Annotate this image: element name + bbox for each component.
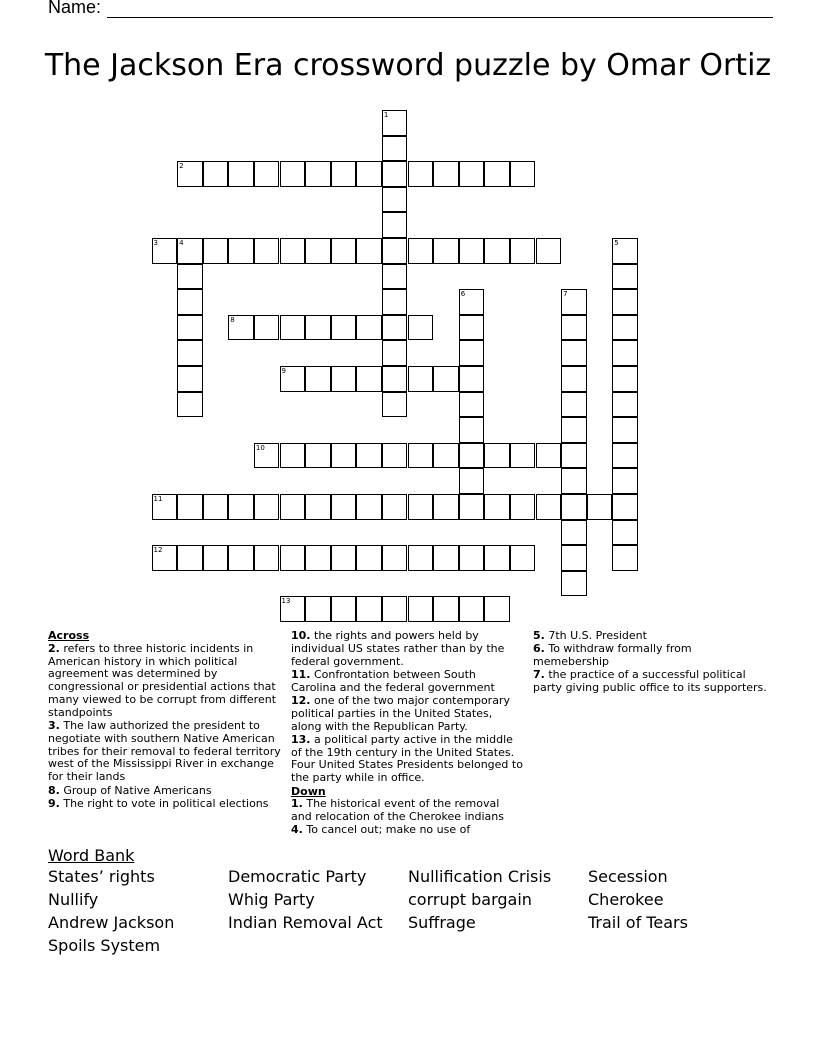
- clue-across-10: 10. the rights and powers held by individual US states rather than by the federal government.: [291, 629, 505, 668]
- clues-column-1: [48, 630, 284, 811]
- grid-cell[interactable]: [484, 238, 510, 264]
- grid-cell[interactable]: [459, 468, 485, 494]
- grid-cell[interactable]: [177, 315, 203, 341]
- grid-cell[interactable]: [305, 443, 331, 469]
- grid-cell[interactable]: [612, 443, 638, 469]
- grid-cell[interactable]: [459, 366, 485, 392]
- grid-cell[interactable]: [382, 443, 408, 469]
- grid-cell[interactable]: [177, 289, 203, 315]
- grid-cell[interactable]: [254, 315, 280, 341]
- word-bank-item: Democratic Party: [228, 867, 367, 886]
- word-bank-heading: Word Bank: [48, 846, 135, 865]
- grid-cell[interactable]: [459, 545, 485, 571]
- grid-cell[interactable]: [612, 392, 638, 418]
- grid-cell[interactable]: [356, 494, 382, 520]
- grid-cell[interactable]: [408, 238, 434, 264]
- grid-cell[interactable]: [510, 545, 536, 571]
- grid-cell[interactable]: [382, 596, 408, 622]
- grid-cell[interactable]: [228, 494, 254, 520]
- grid-cell[interactable]: [408, 494, 434, 520]
- word-bank-item: Indian Removal Act: [228, 913, 383, 932]
- clue-number: 9: [281, 367, 286, 375]
- grid-cell[interactable]: [280, 443, 306, 469]
- grid-cell[interactable]: [382, 264, 408, 290]
- grid-cell[interactable]: [382, 494, 408, 520]
- grid-cell[interactable]: [254, 443, 280, 469]
- grid-cell[interactable]: [561, 520, 587, 546]
- grid-cell[interactable]: [177, 238, 203, 264]
- grid-cell[interactable]: [331, 161, 357, 187]
- grid-cell[interactable]: [177, 264, 203, 290]
- clue-down-5: 5. 7th U.S. President: [533, 629, 647, 642]
- grid-cell[interactable]: [459, 494, 485, 520]
- grid-cell[interactable]: [382, 161, 408, 187]
- grid-cell[interactable]: [305, 545, 331, 571]
- grid-cell[interactable]: [612, 417, 638, 443]
- grid-cell[interactable]: [177, 494, 203, 520]
- grid-cell[interactable]: [561, 443, 587, 469]
- grid-cell[interactable]: [177, 161, 203, 187]
- clue-down-1: 1. The historical event of the removal and relocation of the Cherokee indians: [291, 797, 504, 824]
- grid-cell[interactable]: [484, 545, 510, 571]
- grid-cell[interactable]: [561, 392, 587, 418]
- grid-cell[interactable]: [280, 596, 306, 622]
- grid-cell[interactable]: [510, 238, 536, 264]
- grid-cell[interactable]: [459, 596, 485, 622]
- grid-cell[interactable]: [561, 468, 587, 494]
- clue-down-6: 6. To withdraw formally from memebership: [533, 642, 692, 669]
- grid-cell[interactable]: [254, 494, 280, 520]
- grid-cell[interactable]: [459, 289, 485, 315]
- clue-number: 8: [230, 315, 235, 324]
- grid-cell[interactable]: [356, 315, 382, 341]
- clue-number: 7: [563, 290, 568, 299]
- grid-cell[interactable]: [408, 596, 434, 622]
- clue-number: 6: [460, 290, 466, 299]
- grid-cell[interactable]: [203, 545, 229, 571]
- grid-cell[interactable]: [382, 315, 408, 341]
- word-bank-item: Suffrage: [408, 913, 476, 932]
- grid-cell[interactable]: [612, 494, 638, 520]
- grid-cell[interactable]: [305, 238, 331, 264]
- grid-cell[interactable]: [305, 161, 331, 187]
- grid-cell[interactable]: [280, 366, 306, 392]
- grid-cell[interactable]: [177, 545, 203, 571]
- clue-number: 4: [179, 239, 184, 247]
- grid-cell[interactable]: [203, 161, 229, 187]
- grid-cell[interactable]: [408, 545, 434, 571]
- grid-cell[interactable]: [331, 366, 357, 392]
- grid-cell[interactable]: [536, 494, 562, 520]
- clue-number: 12: [153, 546, 163, 555]
- clue-number: 10: [255, 443, 265, 452]
- grid-cell[interactable]: [536, 443, 562, 469]
- grid-cell[interactable]: [382, 340, 408, 366]
- grid-cell[interactable]: [177, 340, 203, 366]
- grid-cell[interactable]: [561, 340, 587, 366]
- grid-cell[interactable]: [561, 545, 587, 571]
- grid-cell[interactable]: [331, 494, 357, 520]
- grid-cell[interactable]: [331, 238, 357, 264]
- grid-cell[interactable]: [331, 443, 357, 469]
- grid-cell[interactable]: [459, 315, 485, 341]
- grid-cell[interactable]: [587, 494, 613, 520]
- grid-cell[interactable]: [203, 494, 229, 520]
- clue-number: 1: [383, 111, 389, 119]
- grid-cell[interactable]: [203, 238, 229, 264]
- word-bank: [48, 867, 768, 956]
- grid-cell[interactable]: [612, 289, 638, 315]
- grid-cell[interactable]: [382, 212, 408, 238]
- grid-cell[interactable]: [280, 545, 306, 571]
- grid-cell[interactable]: [331, 596, 357, 622]
- clue-across-11: 11. Confrontation between South Carolina and the federal government: [291, 667, 495, 694]
- grid-cell[interactable]: [561, 366, 587, 392]
- grid-cell[interactable]: [459, 161, 485, 187]
- grid-cell[interactable]: [356, 443, 382, 469]
- grid-cell[interactable]: [382, 187, 408, 213]
- grid-cell[interactable]: [382, 366, 408, 392]
- clue-across-9: 9. The right to vote in political elections: [48, 796, 269, 810]
- grid-cell[interactable]: [459, 417, 485, 443]
- grid-cell[interactable]: [433, 596, 459, 622]
- grid-cell[interactable]: [356, 596, 382, 622]
- grid-cell[interactable]: [254, 545, 280, 571]
- grid-cell[interactable]: [356, 366, 382, 392]
- grid-cell[interactable]: [510, 443, 536, 469]
- grid-cell[interactable]: [408, 161, 434, 187]
- grid-cell[interactable]: [280, 315, 306, 341]
- clue-number: 5: [614, 239, 619, 247]
- grid-cell[interactable]: [305, 315, 331, 341]
- clue-number: 13: [281, 597, 291, 606]
- word-bank-item: Spoils System: [48, 936, 161, 955]
- grid-cell[interactable]: [305, 596, 331, 622]
- grid-cell[interactable]: [612, 238, 638, 264]
- clue-across-8: 8. Group of Native Americans: [48, 783, 212, 797]
- clue-across-3: 3. The law authorized the president to negotiate with southern Native American tribes for their removal to federal territory west of the Mississippi River in exchange for their lands: [48, 719, 281, 784]
- grid-cell[interactable]: [382, 110, 408, 136]
- grid-cell[interactable]: [484, 161, 510, 187]
- clue-down-4: 4. To cancel out; make no use of: [291, 823, 471, 837]
- grid-cell[interactable]: [459, 238, 485, 264]
- grid-cell[interactable]: [228, 161, 254, 187]
- word-bank-item: States’ rights: [48, 867, 155, 886]
- word-bank-item: Secession: [588, 867, 668, 886]
- grid-cell[interactable]: [459, 392, 485, 418]
- clues-column-3: [533, 630, 769, 695]
- grid-cell[interactable]: [228, 315, 254, 341]
- grid-cell[interactable]: [612, 264, 638, 290]
- grid-cell[interactable]: [484, 494, 510, 520]
- grid-cell[interactable]: [152, 238, 178, 264]
- grid-cell[interactable]: [536, 238, 562, 264]
- grid-cell[interactable]: [356, 161, 382, 187]
- grid-cell[interactable]: [612, 366, 638, 392]
- grid-cell[interactable]: [382, 545, 408, 571]
- grid-cell[interactable]: [433, 238, 459, 264]
- grid-cell[interactable]: [484, 596, 510, 622]
- grid-cell[interactable]: [612, 520, 638, 546]
- grid-cell[interactable]: [177, 366, 203, 392]
- clues-column-2: [291, 630, 523, 838]
- grid-cell[interactable]: [612, 315, 638, 341]
- grid-cell[interactable]: [510, 161, 536, 187]
- word-bank-item: Andrew Jackson: [48, 913, 175, 932]
- word-bank-item: Nullify: [48, 890, 99, 909]
- clue-across-12: 12. one of the two major contemporary political parties in the United States, along with the Republican Party.: [291, 693, 510, 733]
- clue-number: 11: [153, 495, 163, 503]
- clue-across-13: 13. a political party active in the middle of the 19th century in the United States. Four United States Presidents belonged to the party while in office.: [291, 732, 523, 785]
- grid-cell[interactable]: [305, 494, 331, 520]
- clue-down-7: 7. the practice of a successful political party giving public office to its supporters.: [533, 668, 767, 695]
- grid-cell[interactable]: [561, 571, 587, 597]
- grid-cell[interactable]: [561, 315, 587, 341]
- grid-cell[interactable]: [280, 161, 306, 187]
- clue-across-2: 2. refers to three historic incidents in American history in which political agreement was determined by congressional or presidential actions that many viewed to be corrupt from different standpoints: [48, 641, 277, 719]
- clue-number: 3: [153, 239, 158, 247]
- grid-cell[interactable]: [433, 366, 459, 392]
- grid-cell[interactable]: [612, 545, 638, 571]
- word-bank-item: Trail of Tears: [588, 913, 688, 932]
- grid-cell[interactable]: [382, 238, 408, 264]
- grid-cell[interactable]: [484, 443, 510, 469]
- grid-cell[interactable]: [433, 443, 459, 469]
- grid-cell[interactable]: [408, 443, 434, 469]
- grid-cell[interactable]: [561, 417, 587, 443]
- word-bank-item: corrupt bargain: [408, 890, 532, 909]
- grid-cell[interactable]: [510, 494, 536, 520]
- grid-cell[interactable]: [228, 238, 254, 264]
- grid-cell[interactable]: [433, 161, 459, 187]
- grid-cell[interactable]: [382, 136, 408, 162]
- grid-cell[interactable]: [561, 494, 587, 520]
- grid-cell[interactable]: [459, 340, 485, 366]
- grid-cell[interactable]: [561, 289, 587, 315]
- grid-cell[interactable]: [459, 443, 485, 469]
- clue-number: 2: [179, 162, 184, 171]
- grid-cell[interactable]: [408, 366, 434, 392]
- down-heading: Down: [291, 784, 326, 798]
- grid-cell[interactable]: [433, 494, 459, 520]
- grid-cell[interactable]: [228, 545, 254, 571]
- word-bank-item: Nullification Crisis: [408, 867, 552, 886]
- page-title: The Jackson Era crossword puzzle by Omar Ortiz: [44, 48, 772, 83]
- grid-cell[interactable]: [382, 289, 408, 315]
- grid-cell[interactable]: [280, 238, 306, 264]
- word-bank-item: Whig Party: [228, 890, 315, 909]
- grid-cell[interactable]: [612, 468, 638, 494]
- grid-cell[interactable]: [152, 494, 178, 520]
- grid-cell[interactable]: [177, 392, 203, 418]
- grid-cell[interactable]: [356, 238, 382, 264]
- grid-cell[interactable]: [280, 494, 306, 520]
- word-bank-item: Cherokee: [588, 890, 664, 909]
- grid-cell[interactable]: [612, 340, 638, 366]
- grid-cell[interactable]: [382, 392, 408, 418]
- grid-cell[interactable]: [331, 545, 357, 571]
- grid-cell[interactable]: [356, 545, 382, 571]
- name-label: Name:: [48, 0, 102, 17]
- grid-cell[interactable]: [433, 545, 459, 571]
- grid-cell[interactable]: [254, 161, 280, 187]
- grid-cell[interactable]: [408, 315, 434, 341]
- grid-cell[interactable]: [331, 315, 357, 341]
- grid-cell[interactable]: [152, 545, 178, 571]
- grid-cell[interactable]: [305, 366, 331, 392]
- grid-cell[interactable]: [254, 238, 280, 264]
- across-heading: Across: [48, 629, 90, 642]
